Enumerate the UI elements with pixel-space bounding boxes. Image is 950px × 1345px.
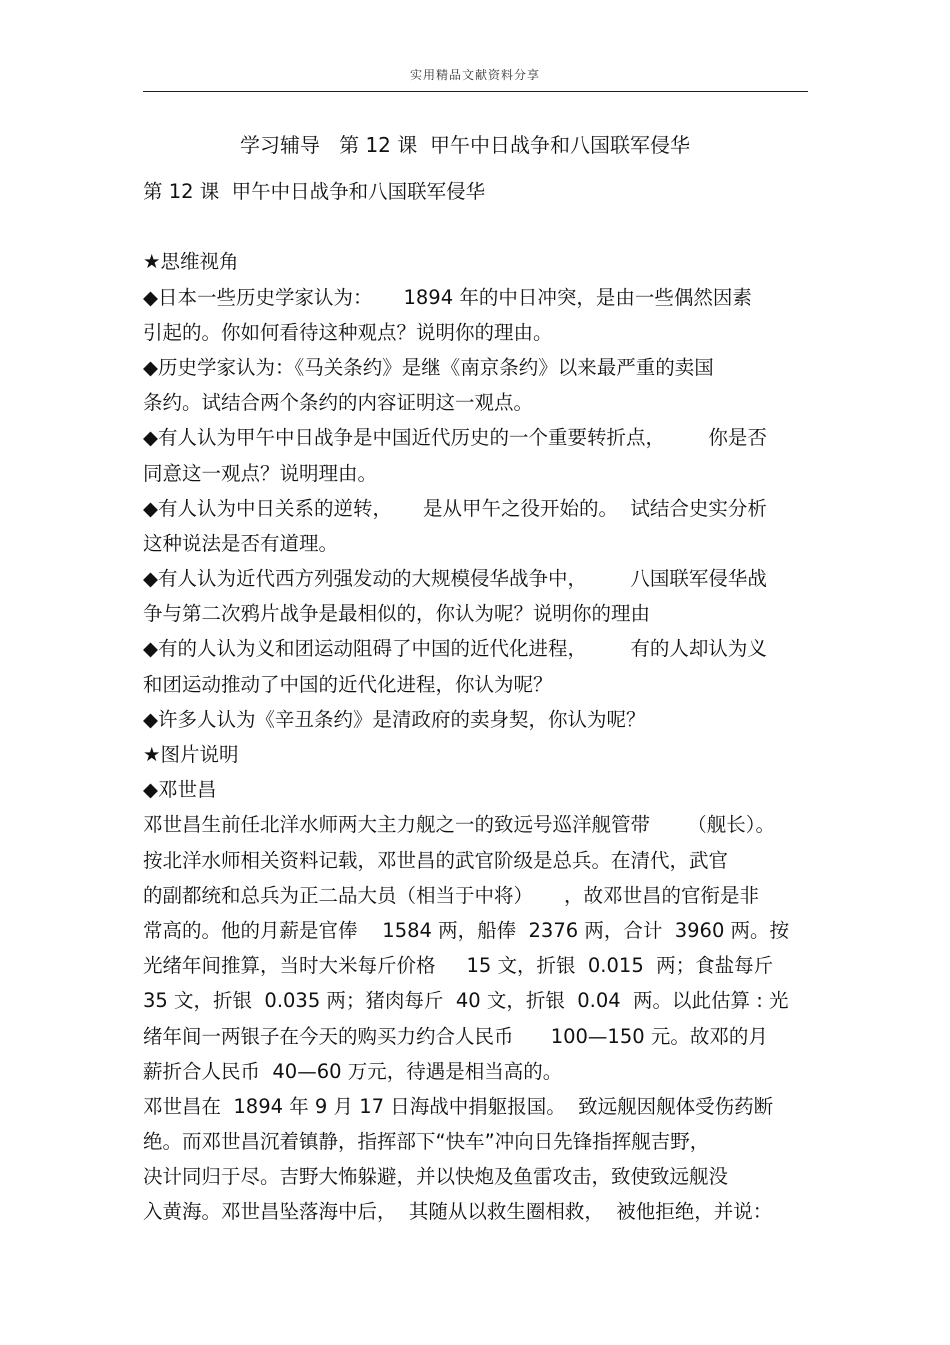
paragraph-line: 常高的。他的月薪是官俸 1584 两，船俸 2376 两，合计 3960 两。按 (143, 918, 790, 942)
document-title: 学习辅导 第 12 课 甲午中日战争和八国联军侵华 (240, 133, 690, 157)
paragraph-line: 邓世昌在 1894 年 9 月 17 日海战中捐躯报国。 致远舰因舰体受伤药断 (143, 1094, 774, 1118)
paragraph-line: 条约。试结合两个条约的内容证明这一观点。 (143, 391, 534, 415)
paragraph-line: 引起的。你如何看待这种观点？说明你的理由。 (143, 320, 553, 344)
paragraph-line: ◆有人认为甲午中日战争是中国近代历史的一个重要转折点， 你是否 (143, 426, 767, 450)
paragraph-line: 决计同归于尽。吉野大怖躲避，并以快炮及鱼雷攻击，致使致远舰没 (143, 1165, 729, 1189)
paragraph-line: 的副都统和总兵为正二品大员（相当于中将） ，故邓世昌的官衔是非 (143, 883, 759, 907)
section-heading-pictures: ★图片说明 (143, 743, 239, 766)
paragraph-line: 绝。而邓世昌沉着镇静，指挥部下“快车”冲向日先锋指挥舰吉野， (143, 1130, 710, 1154)
paragraph-line: 同意这一观点？说明理由。 (143, 461, 378, 485)
section-heading-thinking: ★思维视角 (143, 250, 239, 274)
paragraph-line: 薪折合人民币 40—60 万元，待遇是相当高的。 (143, 1059, 563, 1083)
paragraph-line: 和团运动推动了中国的近代化进程，你认为呢？ (143, 672, 553, 696)
paragraph-line: ◆许多人认为《辛丑条约》是清政府的卖身契，你认为呢？ (143, 707, 646, 731)
section-title: 第 12 课 甲午中日战争和八国联军侵华 (143, 180, 486, 203)
blank-line (143, 209, 823, 244)
page-header-text: 实用精品文献资料分享 (409, 68, 540, 82)
paragraph-line: 35 文，折银 0.035 两；猪肉每斤 40 文，折银 0.04 两。以此估算 : 光 (143, 989, 789, 1013)
paragraph-line: ◆有的人认为义和团运动阻碍了中国的近代化进程， 有的人却认为义 (143, 637, 767, 661)
paragraph-line: ◆有人认为近代西方列强发动的大规模侵华战争中， 八国联军侵华战 (143, 567, 767, 591)
paragraph-line: 绪年间一两银子在今天的购买力约合人民币 100—150 元。故邓的月 (143, 1024, 768, 1048)
paragraph-line: 按北洋水师相关资料记载，邓世昌的武官阶级是总兵。在清代，武官 (143, 848, 729, 872)
paragraph-line: 邓世昌生前任北洋水师两大主力舰之一的致远号巡洋舰管带 （舰长）。 (143, 813, 775, 837)
paragraph-line: ◆有人认为中日关系的逆转， 是从甲午之役开始的。 试结合史实分析 (143, 496, 767, 520)
paragraph-line: 光绪年间推算，当时大米每斤价格 15 文，折银 0.015 两；食盐每斤 (143, 954, 774, 978)
paragraph-line: ◆日本一些历史学家认为： 1894 年的中日冲突，是由一些偶然因素 (143, 285, 752, 309)
header-divider (143, 91, 808, 92)
paragraph-line: ◆历史学家认为：《马关条约》是继《南京条约》以来最严重的卖国 (143, 355, 714, 379)
subheading-deng-shichang: ◆邓世昌 (143, 778, 217, 802)
paragraph-line: 这种说法是否有道理。 (143, 531, 339, 555)
paragraph-line: 入黄海。邓世昌坠落海中后， 其随从以救生圈相救， 被他拒绝，并说： (143, 1200, 773, 1224)
document-body (143, 174, 823, 1230)
paragraph-line: 争与第二次鸦片战争是最相似的，你认为呢？说明你的理由 (143, 602, 651, 626)
